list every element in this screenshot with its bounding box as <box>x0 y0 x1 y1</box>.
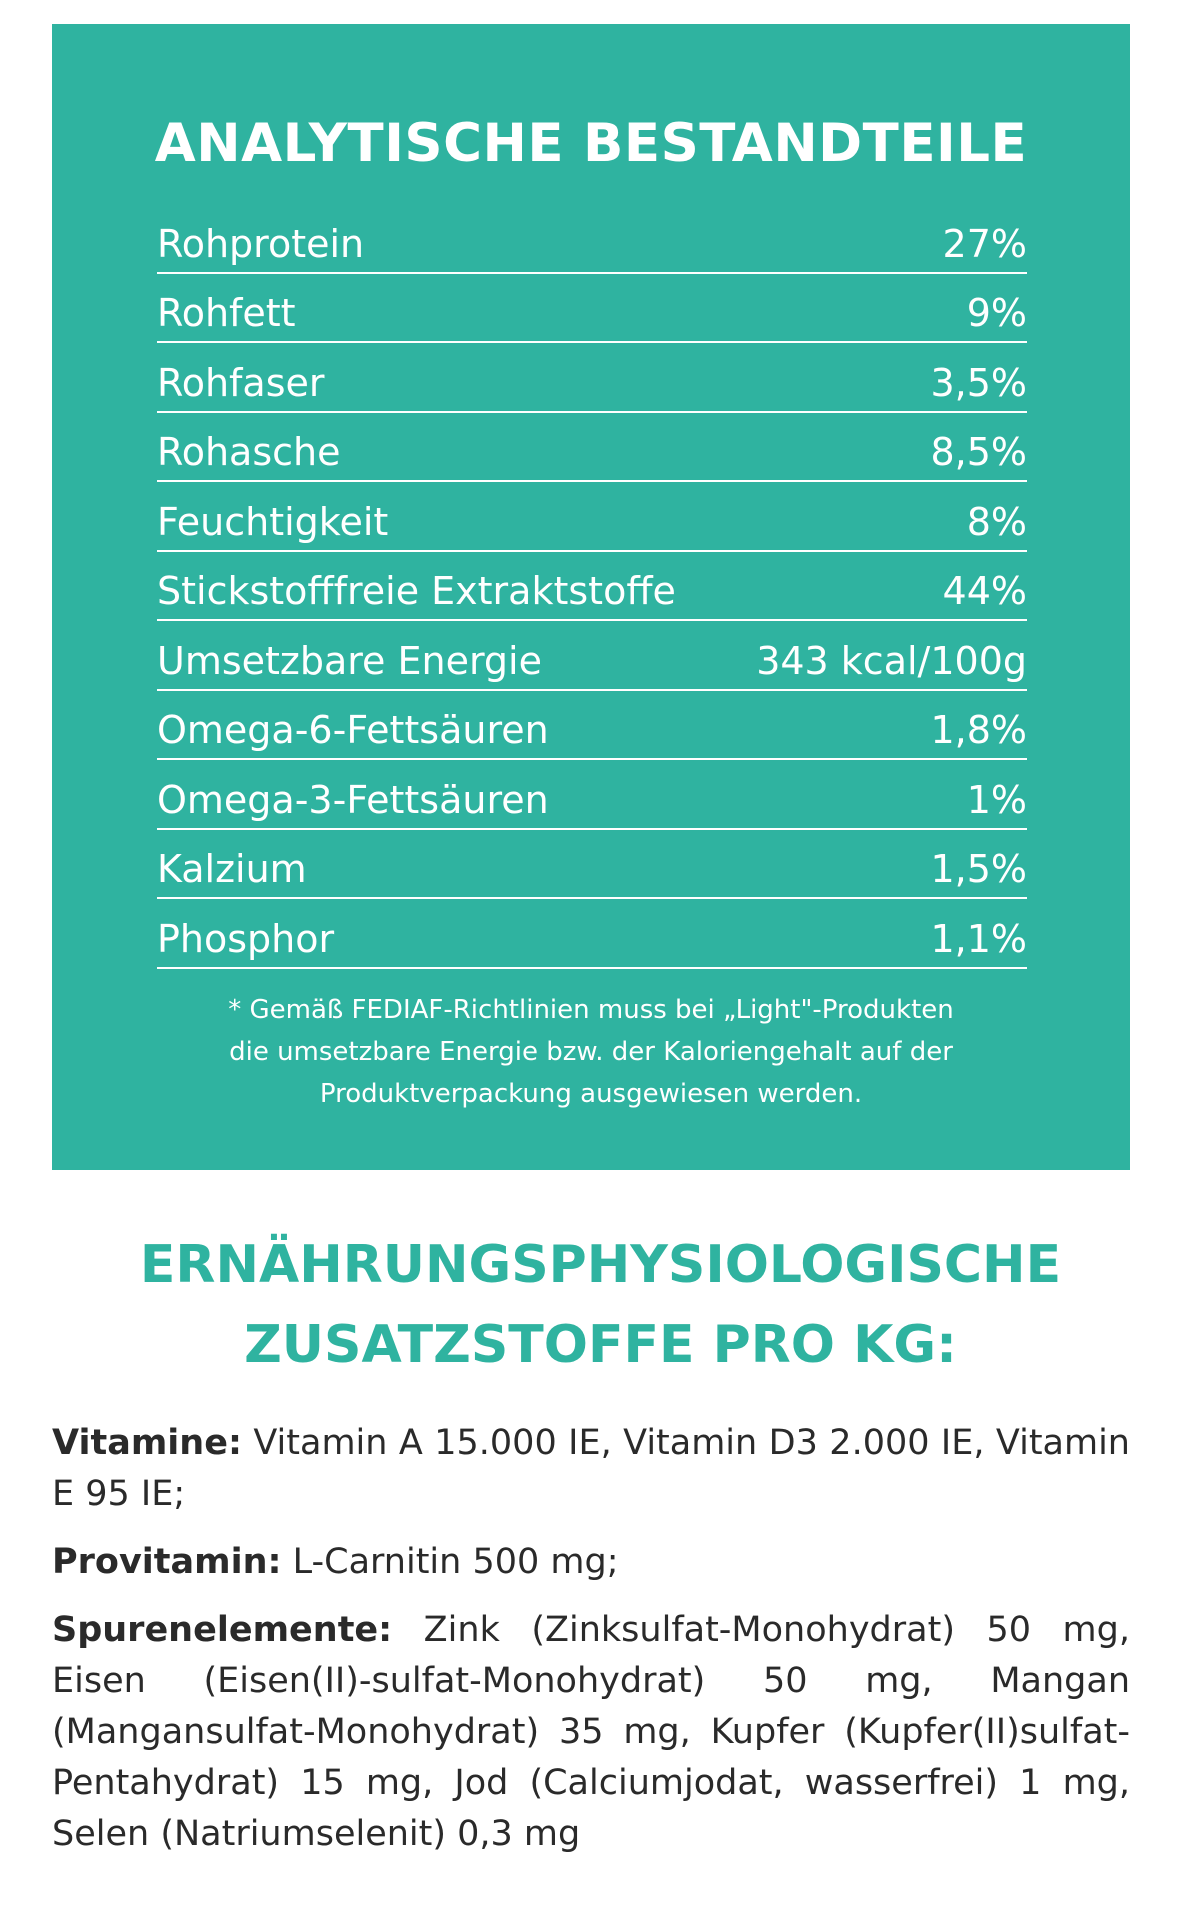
additive-label: Vitamine: <box>52 1423 242 1463</box>
table-row <box>157 621 1027 691</box>
table-row <box>157 204 1027 274</box>
row-label: Rohasche <box>157 430 341 474</box>
row-value: 44% <box>942 569 1027 613</box>
table-row <box>157 760 1027 830</box>
analytical-constituents-panel <box>52 24 1130 1170</box>
constituents-table <box>157 204 1027 969</box>
row-value: 1,8% <box>930 708 1027 752</box>
footnote <box>52 989 1130 1115</box>
panel-title: ANALYTISCHE BESTANDTEILE <box>154 113 1028 174</box>
row-value: 343 kcal/100g <box>756 638 1027 683</box>
additives-title <box>0 1225 1201 1385</box>
additive-paragraph <box>52 1537 1130 1588</box>
additive-label: Spurenelemente: <box>52 1610 393 1650</box>
row-value: 27% <box>942 221 1027 266</box>
additives-list <box>52 1418 1130 1877</box>
row-label: Omega-3-Fettsäuren <box>157 777 549 822</box>
table-row <box>157 691 1027 761</box>
row-label: Rohfett <box>157 291 296 335</box>
footnote-line: die umsetzbare Energie bzw. der Kaloriengehalt auf der <box>229 1037 953 1067</box>
row-value: 8,5% <box>930 430 1027 474</box>
additive-label: Provitamin: <box>52 1542 282 1582</box>
additive-text: L-Carnitin 500 mg; <box>281 1542 619 1582</box>
row-value: 1% <box>966 777 1027 822</box>
row-label: Umsetzbare Energie <box>157 638 542 683</box>
row-value: 1,5% <box>930 847 1027 891</box>
footnote-line: * Gemäß FEDIAF-Richtlinien muss bei „Light"-Produkten <box>228 995 954 1025</box>
row-value: 1,1% <box>930 916 1027 961</box>
row-label: Kalzium <box>157 847 307 891</box>
table-row <box>157 343 1027 413</box>
table-row <box>157 482 1027 552</box>
row-value: 8% <box>966 499 1027 544</box>
row-label: Rohprotein <box>157 221 365 266</box>
additive-text: Vitamin A 15.000 IE, Vitamin D3 2.000 IE, Vitamin E 95 IE; <box>52 1423 1130 1514</box>
table-row <box>157 552 1027 622</box>
row-label: Feuchtigkeit <box>157 499 389 544</box>
additive-text: Zink (Zinksulfat-Monohydrat) 50 mg, Eisen (Eisen(II)-sulfat-Monohydrat) 50 mg, Mangan (Mangansulfat-Monohydrat) 35 mg, Kupfer (Kupfer(II)sulfat-Pentahydrat) 15 mg, Jod (Calciumjodat, wasserfrei) 1 mg, Selen (Natriumselenit) 0,3 mg <box>52 1610 1130 1854</box>
row-label: Phosphor <box>157 916 335 961</box>
row-label: Omega-6-Fettsäuren <box>157 708 549 752</box>
footnote-line: Produktverpackung ausgewiesen werden. <box>319 1079 863 1109</box>
table-row <box>157 830 1027 900</box>
additives-title-line: ERNÄHRUNGSPHYSIOLOGISCHE <box>139 1235 1062 1295</box>
row-value: 3,5% <box>930 360 1027 405</box>
additive-paragraph <box>52 1418 1130 1520</box>
additive-paragraph <box>52 1605 1130 1860</box>
row-label: Rohfaser <box>157 360 325 405</box>
row-value: 9% <box>966 291 1027 335</box>
table-row <box>157 413 1027 483</box>
table-row <box>157 274 1027 344</box>
table-row <box>157 899 1027 969</box>
row-label: Stickstofffreie Extraktstoffe <box>157 569 676 613</box>
additives-title-line: ZUSATZSTOFFE PRO KG: <box>244 1315 957 1375</box>
